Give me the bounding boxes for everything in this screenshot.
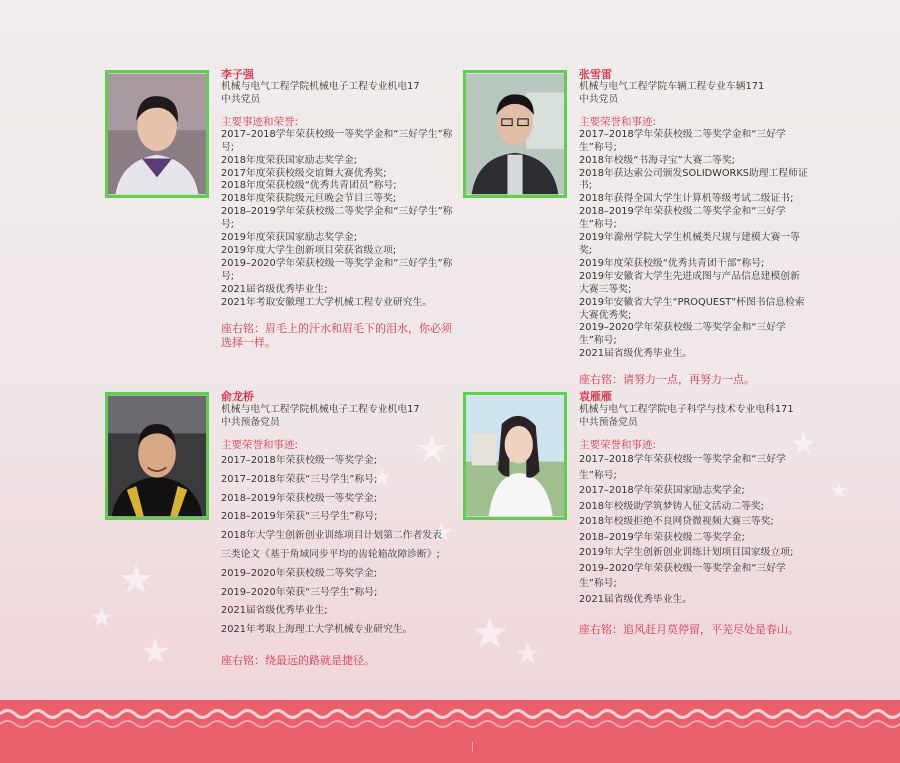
achievement-item: 2021届省级优秀毕业生。 [579,593,693,605]
achievement-item: 2018年校级“书海寻宝”大赛二等奖; [579,154,735,166]
profile-name: 俞龙桥 [221,390,254,403]
achievement-item: 2017–2018学年荣获校级二等奖学金和“三好学生”称号; [579,128,786,153]
profile-info [579,403,809,429]
decorative-star: ★ [140,632,171,672]
profile-info [579,81,809,107]
profile-major: 机械与电气工程学院机械电子工程专业机电17 [221,404,420,415]
achievement-item: 2018年校级助学筑梦铸人征文活动二等奖; [579,500,764,512]
portrait-image [466,73,564,195]
achievement-item: 2021年考取安徽理工大学机械工程专业研究生。 [221,296,433,308]
profile-card-li-ziqiang [221,68,457,350]
achievement-item: 2018–2019学年荣获校级二等奖学金; [579,531,745,543]
decorative-star: ★ [415,427,450,471]
profile-political-status: 中共预备党员 [221,417,280,428]
decorative-star: ★ [118,557,154,603]
achievements-title: 主要荣誉和事迹: [221,439,299,451]
wavy-footer-band [0,700,900,763]
achievement-item: 2018–2019学年荣获校级二等奖学金和“三好学生”称号; [221,206,453,231]
achievement-item: 2017–2018学年荣获校级一等奖学金和“三好学生”称号; [579,454,786,481]
profile-major: 机械与电气工程学院机械电子工程专业机电17 [221,81,420,92]
achievement-item: 2019年度大学生创新项目荣获省级立项; [221,244,397,256]
achievement-item: 2018年校级拒绝不良网贷微视频大赛三等奖; [579,516,774,527]
achievement-item: 2019–2020年荣获校级二等奖学金; [221,567,378,579]
achievement-item: 2021年考取上海理工大学机械专业研究生。 [221,624,413,636]
achievement-item: 2017年度荣获校级交谊舞大赛优秀奖; [221,167,387,179]
profile-motto: 座右铭：追风赶月莫停留，平芜尽处是春山。 [579,623,799,636]
achievements-list [579,129,809,361]
profile-card-yuan-yanyan [579,390,809,637]
achievements-title: 主要荣誉和事迹: [579,439,657,451]
decorative-star: ★ [790,427,817,462]
portrait-image [108,73,206,195]
decorative-star: ★ [90,603,114,633]
achievement-item: 2018年度荣获院级元旦晚会节目三等奖; [221,193,397,205]
achievement-item: 2019年安徽省大学生先进成图与产品信息建模创新大赛三等奖; [579,270,800,295]
profile-political-status: 中共党员 [579,93,619,105]
achievement-item: 2019年度荣获校级“优秀共青团干部”称号; [579,257,765,269]
profile-major: 机械与电气工程学院电子科学与技术专业电科171 [579,404,794,415]
achievement-item: 2019–2020年荣获“三号学生”称号; [221,586,378,598]
profile-motto: 座右铭：请努力一点，再努力一点。 [579,373,755,387]
achievements-title: 主要事迹和荣誉: [221,115,299,128]
profile-card-yu-longqiao [221,390,471,668]
achievement-item: 2017–2018年荣获“三号学生”称号; [221,473,378,485]
achievement-item: 2019年安徽省大学生“PROQUEST”杯图书信息检索大赛优秀奖; [579,296,805,321]
decorative-star: ★ [515,637,541,670]
decorative-star: ★ [830,478,848,502]
decorative-star: ★ [430,518,454,548]
profile-political-status: 中共预备党员 [579,417,638,428]
profile-major: 机械与电气工程学院车辆工程专业车辆171 [579,81,765,92]
profile-name: 李子强 [221,68,254,81]
achievements-list [579,452,809,607]
profile-motto: 座右铭：绕最远的路就是捷径。 [221,653,375,667]
achievement-item: 三类论文《基于角域同步平均的齿轮箱故障诊断》; [221,548,440,560]
achievement-item: 2021届省级优秀毕业生; [221,605,328,617]
portrait-image [108,395,206,517]
achievement-item: 2019年大学生创新创业训练计划项目国家级立项; [579,547,794,558]
achievement-item: 2017–2018学年荣获校级一等奖学金和“三好学生”称号; [221,128,453,153]
profile-motto: 座右铭：眉毛上的汗水和眉毛下的泪水，你必须选择一样。 [221,321,452,349]
decorative-star: ★ [470,608,510,659]
achievements-list [221,452,471,640]
achievement-item: 2017–2018年荣获校级一等奖学金; [221,455,378,466]
photo-yuan-yanyan [463,392,567,520]
achievement-item: 2019年度荣获国家励志奖学金; [221,232,357,244]
achievement-item: 2019年滁州学院大学生机械类尺规与建模大赛一等奖; [579,232,800,256]
photo-zhang-xuelei [463,70,567,198]
profile-info [221,81,457,107]
achievements-list [221,129,457,310]
achievements-title: 主要荣誉和事迹: [579,115,657,128]
decorative-star: ★ [372,466,392,491]
photo-yu-longqiao [105,392,209,520]
achievement-item: 2021届省级优秀毕业生; [221,283,328,295]
achievement-item: 2021届省级优秀毕业生。 [579,348,693,360]
fold-line [472,742,473,752]
profile-name: 张雪雷 [579,68,612,81]
portrait-image [466,395,564,517]
achievement-item: 2017–2018学年荣获国家励志奖学金; [579,485,745,496]
achievement-item: 2018–2019年荣获“三号学生”称号; [221,511,378,523]
profile-card-zhang-xuelei [579,68,809,387]
profile-info [221,403,471,429]
achievement-item: 2018年获达索公司颁发SOLIDWORKS助理工程师证书; [579,167,808,192]
profile-political-status: 中共党员 [221,93,261,105]
achievement-item: 2018年大学生创新创业训练项目计划第二作者发表 [221,530,442,542]
achievement-item: 2019–2020学年荣获校级一等奖学金和“三好学生”称号; [579,562,786,589]
achievement-item: 2018年获得全国大学生计算机等级考试二级证书; [579,193,794,205]
achievement-item: 2018–2019学年荣获校级二等奖学金和“三好学生”称号; [579,206,786,231]
achievement-item: 2018–2019年荣获校级一等奖学金; [221,492,378,504]
achievement-item: 2019–2020学年荣获校级一等奖学金和“三好学生”称号; [221,257,453,282]
photo-li-ziqiang [105,70,209,198]
achievement-item: 2018年度荣获国家励志奖学金; [221,154,357,166]
achievement-item: 2018年度荣获校级“优秀共青团员”称号; [221,180,397,192]
achievement-item: 2019–2020学年荣获校级二等奖学金和“三好学生”称号; [579,322,786,347]
profile-name: 袁雁雁 [579,390,612,403]
